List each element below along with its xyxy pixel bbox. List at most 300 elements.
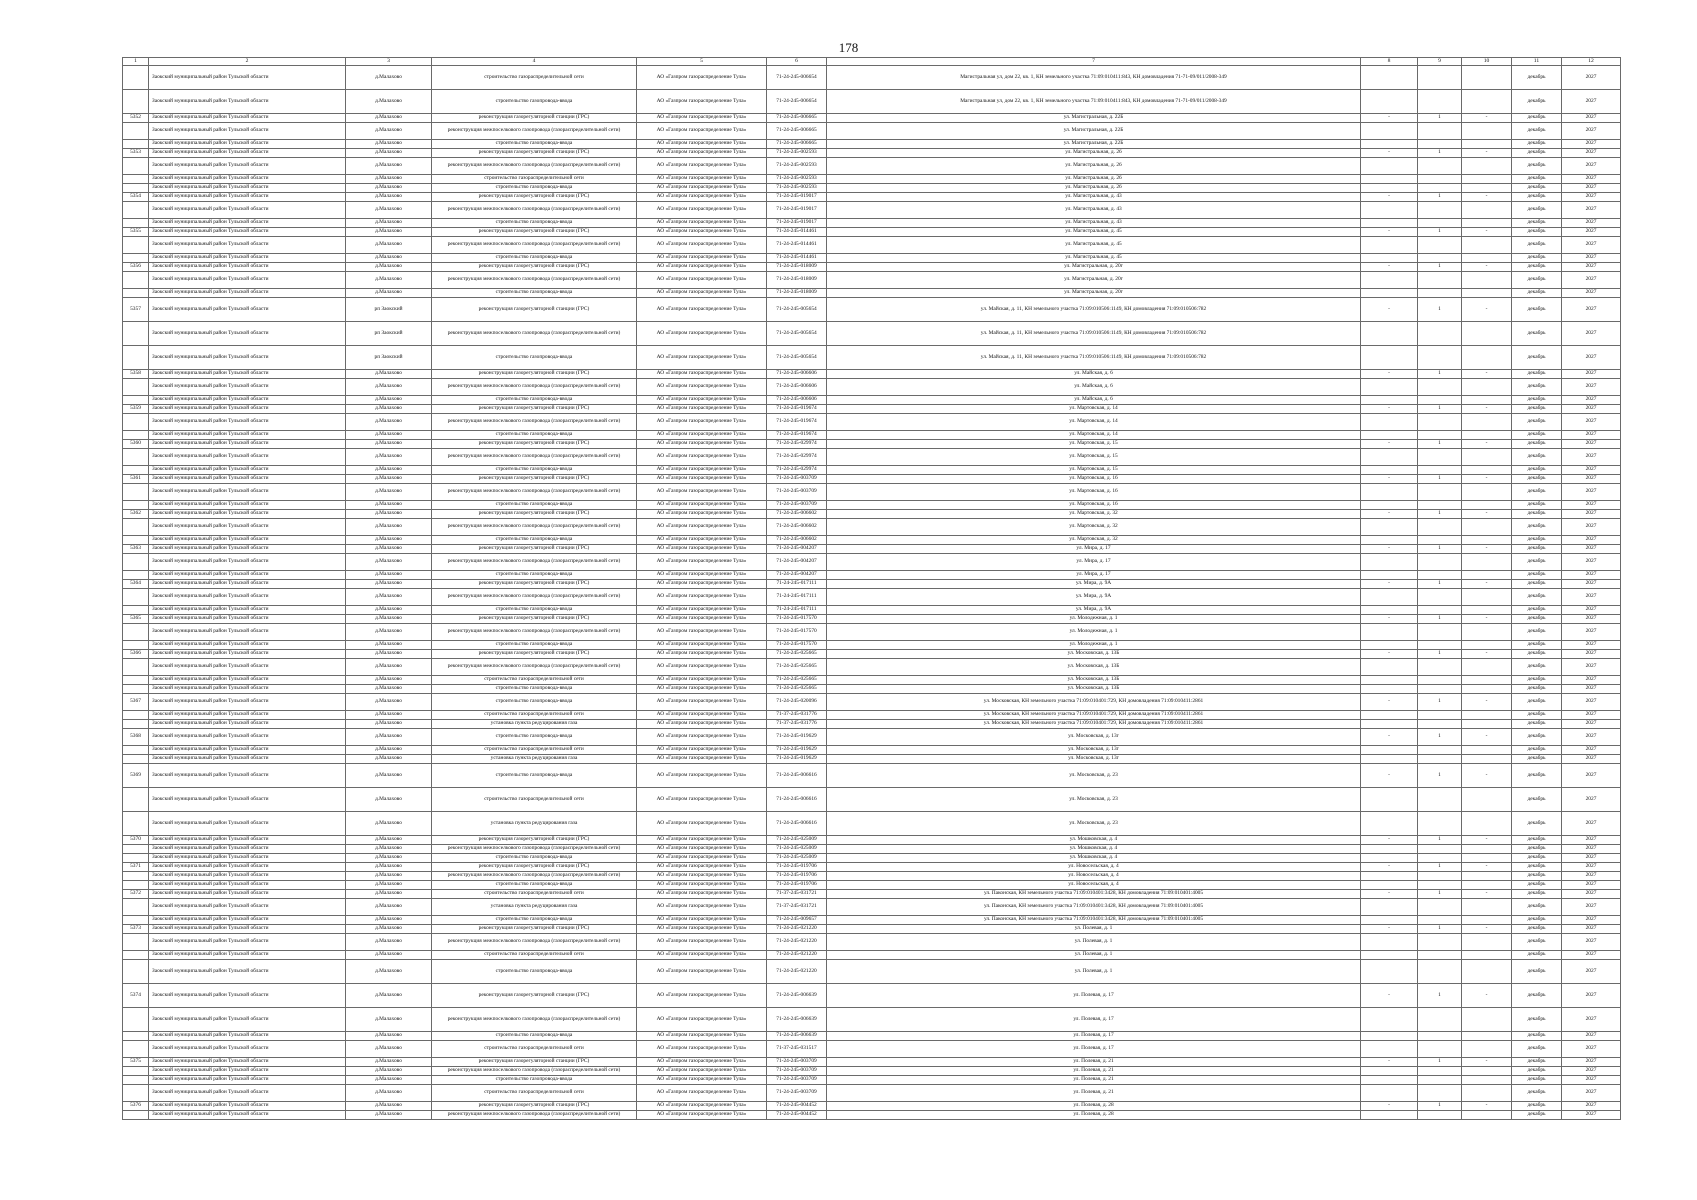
cell-year: 2027: [1562, 624, 1621, 641]
cell-application-number: 71-24-245-006602: [767, 536, 827, 545]
cell-application-number: 71-24-245-004207: [767, 545, 827, 554]
cell-work-type: реконструкция межпоселкового газопровода (газораспределительной сети): [432, 554, 637, 571]
cell-address: ул. Московская, д. 23: [827, 764, 1361, 788]
cell-col-8: [1361, 466, 1418, 475]
cell-month: декабрь: [1512, 659, 1562, 676]
cell-col-9: [1418, 916, 1462, 925]
cell-col-9: 1: [1418, 836, 1462, 845]
cell-work-type: реконструкция газорегуляторной станции (ГРС): [432, 615, 637, 624]
cell-organization: АО «Газпром газораспределение Тула»: [637, 396, 767, 405]
cell-col-10: [1462, 501, 1512, 510]
cell-application-number: 71-24-245-014461: [767, 228, 827, 237]
cell-col-10: -: [1462, 228, 1512, 237]
table-row: [123, 641, 1621, 650]
cell-application-number: 71-24-245-017111: [767, 606, 827, 615]
cell-application-number: 71-24-245-005654: [767, 298, 827, 322]
cell-work-type: строительство газопровода-ввода: [432, 641, 637, 650]
cell-col-9: [1418, 606, 1462, 615]
cell-col-8: -: [1361, 694, 1418, 711]
cell-row-number: 5372: [123, 890, 149, 899]
cell-col-9: [1418, 272, 1462, 289]
table-row: [123, 1067, 1621, 1076]
cell-settlement: д.Малахово: [346, 589, 432, 606]
cell-col-10: [1462, 484, 1512, 501]
cell-organization: АО «Газпром газораспределение Тула»: [637, 890, 767, 899]
cell-address: ул. Паконская, КН земельного участка 71:09:010401:3428, КН домовладения 71:09:010401:4005: [827, 899, 1361, 916]
cell-work-type: реконструкция межпоселкового газопровода (газораспределительной сети): [432, 589, 637, 606]
cell-settlement: д.Малахово: [346, 501, 432, 510]
table-row: [123, 554, 1621, 571]
cell-address: ул. Полевая, д. 17: [827, 984, 1361, 1008]
cell-district: Заокский муниципальный район Тульской области: [149, 289, 346, 298]
cell-col-9: 1: [1418, 440, 1462, 449]
cell-work-type: реконструкция межпоселкового газопровода (газораспределительной сети): [432, 414, 637, 431]
cell-address: ул. Московская, КН земельного участка 71:09:010401:729, КН домовладения 71:09:010411:2861: [827, 694, 1361, 711]
cell-col-8: [1361, 881, 1418, 890]
cell-organization: АО «Газпром газораспределение Тула»: [637, 925, 767, 934]
cell-application-number: 71-24-245-017570: [767, 641, 827, 650]
cell-organization: АО «Газпром газораспределение Тула»: [637, 615, 767, 624]
cell-month: декабрь: [1512, 641, 1562, 650]
cell-month: декабрь: [1512, 554, 1562, 571]
table-row: [123, 676, 1621, 685]
cell-settlement: д.Малахово: [346, 788, 432, 812]
cell-col-9: [1418, 812, 1462, 836]
cell-application-number: 71-24-245-003709: [767, 1076, 827, 1085]
table-row: [123, 370, 1621, 379]
cell-row-number: [123, 254, 149, 263]
cell-year: 2027: [1562, 202, 1621, 219]
cell-col-9: 1: [1418, 650, 1462, 659]
cell-application-number: 71-24-245-019629: [767, 746, 827, 755]
cell-address: Магистральная ул, дом 22, кв. 1, КН земельного участка 71:09:010411:843, КН домовладения 71-71-09/011/2008-349: [827, 90, 1361, 114]
cell-organization: АО «Газпром газораспределение Тула»: [637, 184, 767, 193]
cell-year: 2027: [1562, 755, 1621, 764]
cell-col-9: [1418, 449, 1462, 466]
cell-year: 2027: [1562, 322, 1621, 346]
cell-year: 2027: [1562, 140, 1621, 149]
cell-application-number: 71-24-245-002593: [767, 149, 827, 158]
cell-application-number: 71-24-245-020096: [767, 694, 827, 711]
cell-work-type: строительство газопровода-ввода: [432, 466, 637, 475]
cell-application-number: 71-24-245-019017: [767, 193, 827, 202]
cell-month: декабрь: [1512, 624, 1562, 641]
cell-district: Заокский муниципальный район Тульской области: [149, 694, 346, 711]
cell-col-10: [1462, 571, 1512, 580]
table-row: [123, 193, 1621, 202]
cell-col-9: [1418, 1111, 1462, 1120]
cell-district: Заокский муниципальный район Тульской области: [149, 934, 346, 951]
cell-district: Заокский муниципальный район Тульской области: [149, 685, 346, 694]
cell-month: декабрь: [1512, 228, 1562, 237]
cell-work-type: реконструкция межпоселкового газопровода (газораспределительной сети): [432, 484, 637, 501]
cell-row-number: 5370: [123, 836, 149, 845]
table-row: [123, 1058, 1621, 1067]
cell-row-number: [123, 346, 149, 370]
cell-work-type: строительство газораспределительной сети: [432, 66, 637, 90]
cell-row-number: 5362: [123, 510, 149, 519]
cell-month: декабрь: [1512, 1102, 1562, 1111]
cell-organization: АО «Газпром газораспределение Тула»: [637, 114, 767, 123]
table-row: [123, 346, 1621, 370]
cell-settlement: д.Малахово: [346, 123, 432, 140]
cell-row-number: [123, 466, 149, 475]
table-row: [123, 711, 1621, 720]
cell-col-8: -: [1361, 1058, 1418, 1067]
cell-row-number: [123, 960, 149, 984]
cell-col-9: [1418, 1032, 1462, 1041]
cell-work-type: строительство газопровода-ввода: [432, 219, 637, 228]
cell-organization: АО «Газпром газораспределение Тула»: [637, 1111, 767, 1120]
cell-district: Заокский муниципальный район Тульской области: [149, 298, 346, 322]
cell-settlement: д.Малахово: [346, 545, 432, 554]
cell-district: Заокский муниципальный район Тульской области: [149, 175, 346, 184]
cell-year: 2027: [1562, 685, 1621, 694]
cell-year: 2027: [1562, 951, 1621, 960]
cell-organization: АО «Газпром газораспределение Тула»: [637, 289, 767, 298]
cell-col-9: 1: [1418, 475, 1462, 484]
cell-col-9: 1: [1418, 694, 1462, 711]
cell-row-number: 5369: [123, 764, 149, 788]
cell-col-8: [1361, 237, 1418, 254]
cell-address: ул. Мартовская, д. 14: [827, 405, 1361, 414]
cell-organization: АО «Газпром газораспределение Тула»: [637, 934, 767, 951]
cell-col-10: [1462, 676, 1512, 685]
cell-month: декабрь: [1512, 466, 1562, 475]
cell-work-type: реконструкция межпоселкового газопровода (газораспределительной сети): [432, 1008, 637, 1032]
cell-col-10: -: [1462, 545, 1512, 554]
cell-work-type: реконструкция межпоселкового газопровода (газораспределительной сети): [432, 659, 637, 676]
cell-col-10: [1462, 916, 1512, 925]
cell-district: Заокский муниципальный район Тульской области: [149, 1058, 346, 1067]
cell-application-number: 71-37-245-031776: [767, 720, 827, 729]
table-row: [123, 379, 1621, 396]
column-header-7: 7: [827, 58, 1361, 66]
cell-address: ул. Мира, д. 17: [827, 545, 1361, 554]
cell-organization: АО «Газпром газораспределение Тула»: [637, 694, 767, 711]
cell-col-8: [1361, 379, 1418, 396]
cell-settlement: д.Малахово: [346, 1041, 432, 1058]
cell-district: Заокский муниципальный район Тульской области: [149, 580, 346, 589]
table-row: [123, 836, 1621, 845]
cell-month: декабрь: [1512, 863, 1562, 872]
cell-col-10: [1462, 788, 1512, 812]
cell-col-8: [1361, 431, 1418, 440]
cell-col-8: [1361, 788, 1418, 812]
cell-district: Заокский муниципальный район Тульской области: [149, 951, 346, 960]
cell-settlement: д.Малахово: [346, 263, 432, 272]
cell-col-8: -: [1361, 650, 1418, 659]
cell-col-9: [1418, 289, 1462, 298]
cell-work-type: строительство газопровода-ввода: [432, 536, 637, 545]
cell-work-type: строительство газопровода-ввода: [432, 289, 637, 298]
cell-month: декабрь: [1512, 881, 1562, 890]
cell-settlement: д.Малахово: [346, 836, 432, 845]
cell-organization: АО «Газпром газораспределение Тула»: [637, 466, 767, 475]
cell-year: 2027: [1562, 519, 1621, 536]
cell-address: ул. Мошковская, д. 4: [827, 836, 1361, 845]
cell-work-type: реконструкция межпоселкового газопровода (газораспределительной сети): [432, 123, 637, 140]
cell-work-type: реконструкция газорегуляторной станции (ГРС): [432, 228, 637, 237]
cell-month: декабрь: [1512, 289, 1562, 298]
cell-col-9: 1: [1418, 925, 1462, 934]
cell-application-number: 71-24-245-029974: [767, 449, 827, 466]
cell-col-8: [1361, 175, 1418, 184]
cell-col-8: [1361, 685, 1418, 694]
cell-address: ул. Магистральная, д. 22Б: [827, 140, 1361, 149]
table-row: [123, 571, 1621, 580]
cell-organization: АО «Газпром газораспределение Тула»: [637, 650, 767, 659]
cell-year: 2027: [1562, 379, 1621, 396]
cell-settlement: д.Малахово: [346, 536, 432, 545]
cell-row-number: [123, 449, 149, 466]
cell-application-number: 71-24-245-019629: [767, 755, 827, 764]
cell-address: ул. Молодежная, д. 1: [827, 624, 1361, 641]
cell-col-8: [1361, 346, 1418, 370]
cell-col-10: [1462, 346, 1512, 370]
cell-row-number: 5367: [123, 694, 149, 711]
cell-col-9: [1418, 960, 1462, 984]
cell-col-9: [1418, 501, 1462, 510]
cell-col-8: [1361, 711, 1418, 720]
cell-organization: АО «Газпром газораспределение Тула»: [637, 370, 767, 379]
cell-col-10: [1462, 1085, 1512, 1102]
cell-month: декабрь: [1512, 510, 1562, 519]
table-row: [123, 580, 1621, 589]
cell-row-number: [123, 951, 149, 960]
cell-year: 2027: [1562, 1032, 1621, 1041]
cell-month: декабрь: [1512, 536, 1562, 545]
cell-year: 2027: [1562, 984, 1621, 1008]
cell-col-9: [1418, 175, 1462, 184]
cell-col-8: -: [1361, 890, 1418, 899]
cell-settlement: д.Малахово: [346, 676, 432, 685]
cell-col-9: [1418, 676, 1462, 685]
cell-district: Заокский муниципальный район Тульской области: [149, 788, 346, 812]
cell-organization: АО «Газпром газораспределение Тула»: [637, 872, 767, 881]
cell-organization: АО «Газпром газораспределение Тула»: [637, 764, 767, 788]
cell-district: Заокский муниципальный район Тульской области: [149, 890, 346, 899]
cell-organization: АО «Газпром газораспределение Тула»: [637, 1041, 767, 1058]
table-row: [123, 114, 1621, 123]
cell-address: ул. Мартовская, д. 14: [827, 414, 1361, 431]
cell-year: 2027: [1562, 934, 1621, 951]
cell-month: декабрь: [1512, 812, 1562, 836]
cell-month: декабрь: [1512, 836, 1562, 845]
cell-col-10: [1462, 589, 1512, 606]
cell-row-number: [123, 1008, 149, 1032]
column-header-8: 8: [1361, 58, 1418, 66]
cell-row-number: 5352: [123, 114, 149, 123]
cell-row-number: [123, 1067, 149, 1076]
cell-work-type: реконструкция газорегуляторной станции (ГРС): [432, 1102, 637, 1111]
cell-application-number: 71-37-245-031721: [767, 899, 827, 916]
column-header-6: 6: [767, 58, 827, 66]
cell-col-8: -: [1361, 984, 1418, 1008]
cell-application-number: 71-24-245-018009: [767, 263, 827, 272]
cell-address: ул. Магистральная, д. 45: [827, 228, 1361, 237]
cell-col-10: [1462, 123, 1512, 140]
page-number: 178: [838, 40, 859, 55]
cell-settlement: рп Заокский: [346, 346, 432, 370]
cell-col-10: -: [1462, 510, 1512, 519]
cell-col-9: [1418, 624, 1462, 641]
cell-organization: АО «Газпром газораспределение Тула»: [637, 984, 767, 1008]
cell-col-8: [1361, 899, 1418, 916]
cell-district: Заокский муниципальный район Тульской области: [149, 589, 346, 606]
cell-settlement: д.Малахово: [346, 934, 432, 951]
cell-settlement: д.Малахово: [346, 431, 432, 440]
cell-settlement: д.Малахово: [346, 650, 432, 659]
cell-row-number: [123, 606, 149, 615]
cell-settlement: д.Малахово: [346, 149, 432, 158]
cell-col-10: -: [1462, 405, 1512, 414]
cell-work-type: строительство газопровода-ввода: [432, 685, 637, 694]
cell-settlement: д.Малахово: [346, 916, 432, 925]
cell-application-number: 71-24-245-019017: [767, 202, 827, 219]
cell-work-type: реконструкция газорегуляторной станции (ГРС): [432, 440, 637, 449]
cell-col-8: [1361, 519, 1418, 536]
cell-year: 2027: [1562, 272, 1621, 289]
cell-organization: АО «Газпром газораспределение Тула»: [637, 379, 767, 396]
cell-district: Заокский муниципальный район Тульской области: [149, 916, 346, 925]
table-row: [123, 449, 1621, 466]
cell-district: Заокский муниципальный район Тульской области: [149, 263, 346, 272]
cell-month: декабрь: [1512, 202, 1562, 219]
cell-application-number: 71-24-245-004207: [767, 554, 827, 571]
cell-year: 2027: [1562, 149, 1621, 158]
cell-year: 2027: [1562, 676, 1621, 685]
cell-address: ул. Полевая, д. 21: [827, 1067, 1361, 1076]
cell-work-type: строительство газопровода-ввода: [432, 854, 637, 863]
cell-work-type: реконструкция межпоселкового газопровода (газораспределительной сети): [432, 934, 637, 951]
cell-district: Заокский муниципальный район Тульской области: [149, 650, 346, 659]
cell-organization: АО «Газпром газораспределение Тула»: [637, 202, 767, 219]
cell-col-9: [1418, 466, 1462, 475]
cell-application-number: 71-24-245-019017: [767, 219, 827, 228]
cell-year: 2027: [1562, 501, 1621, 510]
cell-district: Заокский муниципальный район Тульской области: [149, 1067, 346, 1076]
cell-work-type: установка пункта редуцирования газа: [432, 720, 637, 729]
cell-col-8: -: [1361, 729, 1418, 746]
cell-address: ул. Магистральная, д. 43: [827, 202, 1361, 219]
cell-organization: АО «Газпром газораспределение Тула»: [637, 1076, 767, 1085]
table-row: [123, 854, 1621, 863]
cell-row-number: [123, 175, 149, 184]
cell-year: 2027: [1562, 431, 1621, 440]
column-header-2: 2: [149, 58, 346, 66]
cell-work-type: строительство газопровода-ввода: [432, 184, 637, 193]
cell-row-number: [123, 519, 149, 536]
cell-settlement: д.Малахово: [346, 484, 432, 501]
cell-row-number: [123, 272, 149, 289]
cell-application-number: 71-24-245-025009: [767, 845, 827, 854]
cell-district: Заокский муниципальный район Тульской области: [149, 272, 346, 289]
cell-organization: АО «Газпром газораспределение Тула»: [637, 746, 767, 755]
cell-col-10: [1462, 720, 1512, 729]
cell-address: ул. Магистральная, д. 22Б: [827, 114, 1361, 123]
cell-address: ул. Мартовская, д. 32: [827, 519, 1361, 536]
cell-address: ул. Мира, д. 9А: [827, 606, 1361, 615]
cell-year: 2027: [1562, 872, 1621, 881]
cell-settlement: д.Малахово: [346, 114, 432, 123]
cell-application-number: 71-24-245-006665: [767, 140, 827, 149]
table-row: [123, 431, 1621, 440]
cell-settlement: д.Малахово: [346, 746, 432, 755]
cell-application-number: 71-37-245-031721: [767, 890, 827, 899]
cell-organization: АО «Газпром газораспределение Тула»: [637, 916, 767, 925]
cell-col-9: [1418, 484, 1462, 501]
cell-col-10: -: [1462, 114, 1512, 123]
cell-district: Заокский муниципальный район Тульской области: [149, 379, 346, 396]
column-header-4: 4: [432, 58, 637, 66]
cell-col-8: [1361, 606, 1418, 615]
cell-col-10: [1462, 396, 1512, 405]
table-row: [123, 272, 1621, 289]
cell-application-number: 71-24-245-014461: [767, 237, 827, 254]
cell-address: ул. Майская, д. 6: [827, 370, 1361, 379]
cell-district: Заокский муниципальный район Тульской области: [149, 755, 346, 764]
cell-col-9: [1418, 685, 1462, 694]
cell-work-type: строительство газораспределительной сети: [432, 175, 637, 184]
cell-col-10: [1462, 1076, 1512, 1085]
cell-row-number: [123, 123, 149, 140]
cell-organization: АО «Газпром газораспределение Тула»: [637, 571, 767, 580]
cell-month: декабрь: [1512, 175, 1562, 184]
cell-row-number: 5363: [123, 545, 149, 554]
cell-month: декабрь: [1512, 545, 1562, 554]
cell-work-type: реконструкция газорегуляторной станции (ГРС): [432, 298, 637, 322]
cell-col-10: [1462, 872, 1512, 881]
cell-col-8: [1361, 158, 1418, 175]
cell-col-8: -: [1361, 228, 1418, 237]
cell-row-number: [123, 755, 149, 764]
table-row: [123, 440, 1621, 449]
table-row: [123, 1102, 1621, 1111]
cell-settlement: д.Малахово: [346, 899, 432, 916]
cell-organization: АО «Газпром газораспределение Тула»: [637, 440, 767, 449]
cell-work-type: реконструкция межпоселкового газопровода (газораспределительной сети): [432, 845, 637, 854]
cell-organization: АО «Газпром газораспределение Тула»: [637, 676, 767, 685]
cell-district: Заокский муниципальный район Тульской области: [149, 158, 346, 175]
cell-organization: АО «Газпром газораспределение Тула»: [637, 431, 767, 440]
cell-district: Заокский муниципальный район Тульской области: [149, 322, 346, 346]
cell-work-type: строительство газопровода-ввода: [432, 606, 637, 615]
cell-year: 2027: [1562, 396, 1621, 405]
table-row: [123, 720, 1621, 729]
cell-col-8: [1361, 66, 1418, 90]
cell-col-10: [1462, 66, 1512, 90]
table-row: [123, 536, 1621, 545]
cell-settlement: д.Малахово: [346, 510, 432, 519]
cell-application-number: 71-24-245-025665: [767, 650, 827, 659]
cell-col-10: [1462, 140, 1512, 149]
cell-col-9: [1418, 1041, 1462, 1058]
cell-col-9: [1418, 899, 1462, 916]
cell-settlement: д.Малахово: [346, 755, 432, 764]
cell-application-number: 71-24-245-029974: [767, 440, 827, 449]
cell-settlement: д.Малахово: [346, 405, 432, 414]
cell-district: Заокский муниципальный район Тульской области: [149, 836, 346, 845]
cell-month: декабрь: [1512, 951, 1562, 960]
cell-organization: АО «Газпром газораспределение Тула»: [637, 951, 767, 960]
cell-district: Заокский муниципальный район Тульской области: [149, 202, 346, 219]
cell-row-number: 5373: [123, 925, 149, 934]
cell-settlement: д.Малахово: [346, 1058, 432, 1067]
cell-work-type: строительство газопровода-ввода: [432, 1076, 637, 1085]
cell-col-8: -: [1361, 193, 1418, 202]
cell-address: ул. Магистральная, д. 26: [827, 158, 1361, 175]
